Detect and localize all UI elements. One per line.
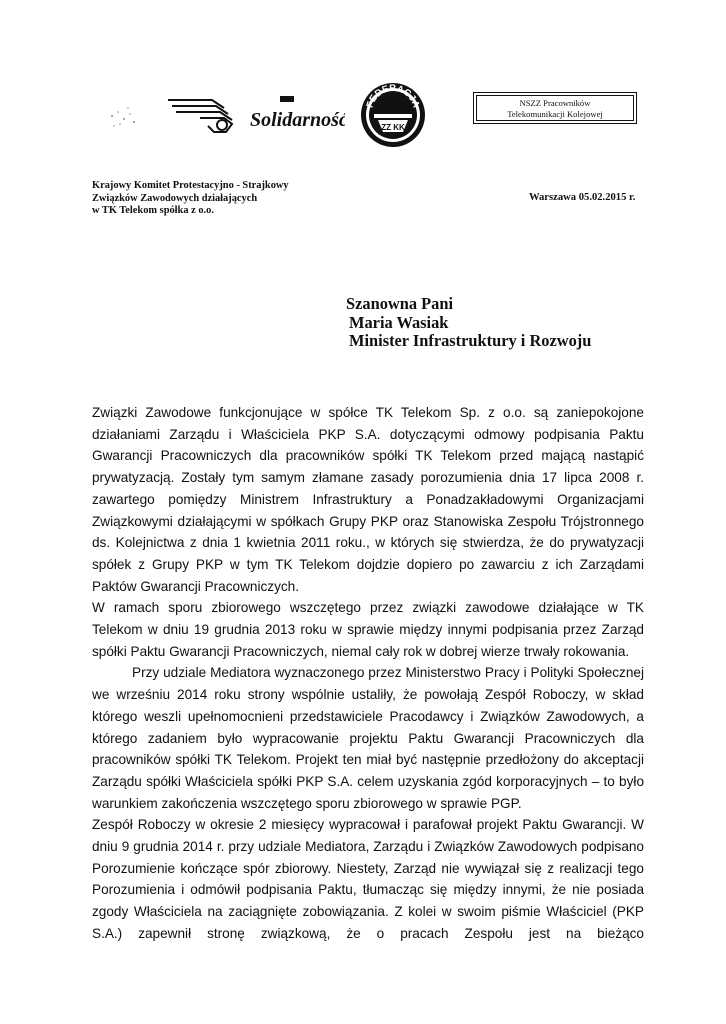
body-paragraph-3: Przy udziale Mediatora wyznaczonego przez Ministerstwo Pracy i Polityki Społecznej we wrześniu 2014 roku strony wspólnie ustaliły, że powołają Zespół Roboczy, w skład którego weszli upełnomocnieni przedstawiciele Pracodawcy i Związków Zawodowych, a którego zadaniem było wypracowanie projektu Paktu Gwarancji Pracowniczych dla pracowników spółki TK Telekom. Projekt ten miał być następnie przedłożony do akceptacji Zarządu spółki Właściciela spółki PKP S.A. celem uzyskania zgód korporacyjnych – to było warunkiem zakończenia wszczętego sporu zbiorowego w sprawie PGP. [92,665,644,811]
letter-date: Warszawa 05.02.2015 r. [529,192,636,203]
sender-line-2: Związków Zawodowych działających [92,192,258,204]
federacja-logo-text: FEDERACJA [364,82,422,110]
nszz-line-2: Telekomunikacji Kolejowej [507,108,603,119]
solidarnosc-logo-text: Solidarność [250,109,345,131]
body-paragraph-1: Związki Zawodowe funkcjonujące w spółce TK Telekom Sp. z o.o. są zaniepokojone działaniami Zarządu i Właściciela PKP S.A. dotyczącymi odmowy podpisania Paktu Gwarancji Pracowniczych dla pracowników spółki TK Telekom przed mającą nastąpić prywatyzacją. Zostały tym samym złamane zasady porozumienia dnia 17 lipca 2008 r. zawartego pomiędzy Ministrem Infrastruktury a Ponadzakładowymi Organizacjami Związkowymi działającymi w spółkach Grupy PKP oraz Stanowiska Zespołu Trójstronnego ds. Kolejnictwa z dnia 1 kwietnia 2011 roku., w których się stwierdza, że do prywatyzacji spółek z Grupy PKP w tym TK Telekom dojdzie dopiero po zawarciu z ich Zarządami Paktów Gwarancji Pracowniczych. [92,405,644,594]
body-paragraph-2: W ramach sporu zbiorowego wszczętego przez związki zawodowe działające w TK Telekom w dniu 19 grudnia 2013 roku w sprawie między innymi podpisania przez Zarząd spółki Paktu Gwarancji Pracowniczych, niemal cały rok w dobrej wierze trwały rokowania. [92,600,644,659]
federacja-logo [358,78,428,157]
recipient-name: Maria Wasiak [349,312,449,332]
sender-line-3: w TK Telekom spółka z o.o. [92,205,214,217]
recipient-title: Minister Infrastruktury i Rozwoju [349,331,592,350]
eagle-wing-icon [168,100,232,132]
solidarnosc-logo [100,86,345,141]
header-logos [100,78,660,168]
recipient-block [346,295,591,351]
letter-body [92,402,644,945]
sender-block [92,180,289,218]
federacja-logo-subtext: ZZ KK [381,123,405,132]
recipient-salutation: Szanowna Pani [346,294,454,313]
sender-line-1: Krajowy Komitet Protestacyjno - Strajkowy [92,180,289,191]
nszz-line-1: NSZZ Pracowników [519,98,591,108]
body-paragraph-4: Zespół Roboczy w okresie 2 miesięcy wypracował i parafował projekt Paktu Gwarancji. W dniu 9 grudnia 2014 r. przy udziale Mediatora, Zarządu i Związków Zawodowych podpisano Porozumienie kończące spór zbiorowy. Niestety, Zarząd nie wywiązał się z realizacji tego Porozumienia i odmówił podpisania Paktu, tłumacząc się między innymi, że nie posiada zgody Właściciela na zaciągnięte zobowiązania. Z kolei w swoim piśmie Właściciel (PKP S.A.) zapewnił stronę związkową, że o pracach Zespołu jest na bieżąco [92,817,644,941]
nszz-stamp-box [473,92,637,124]
